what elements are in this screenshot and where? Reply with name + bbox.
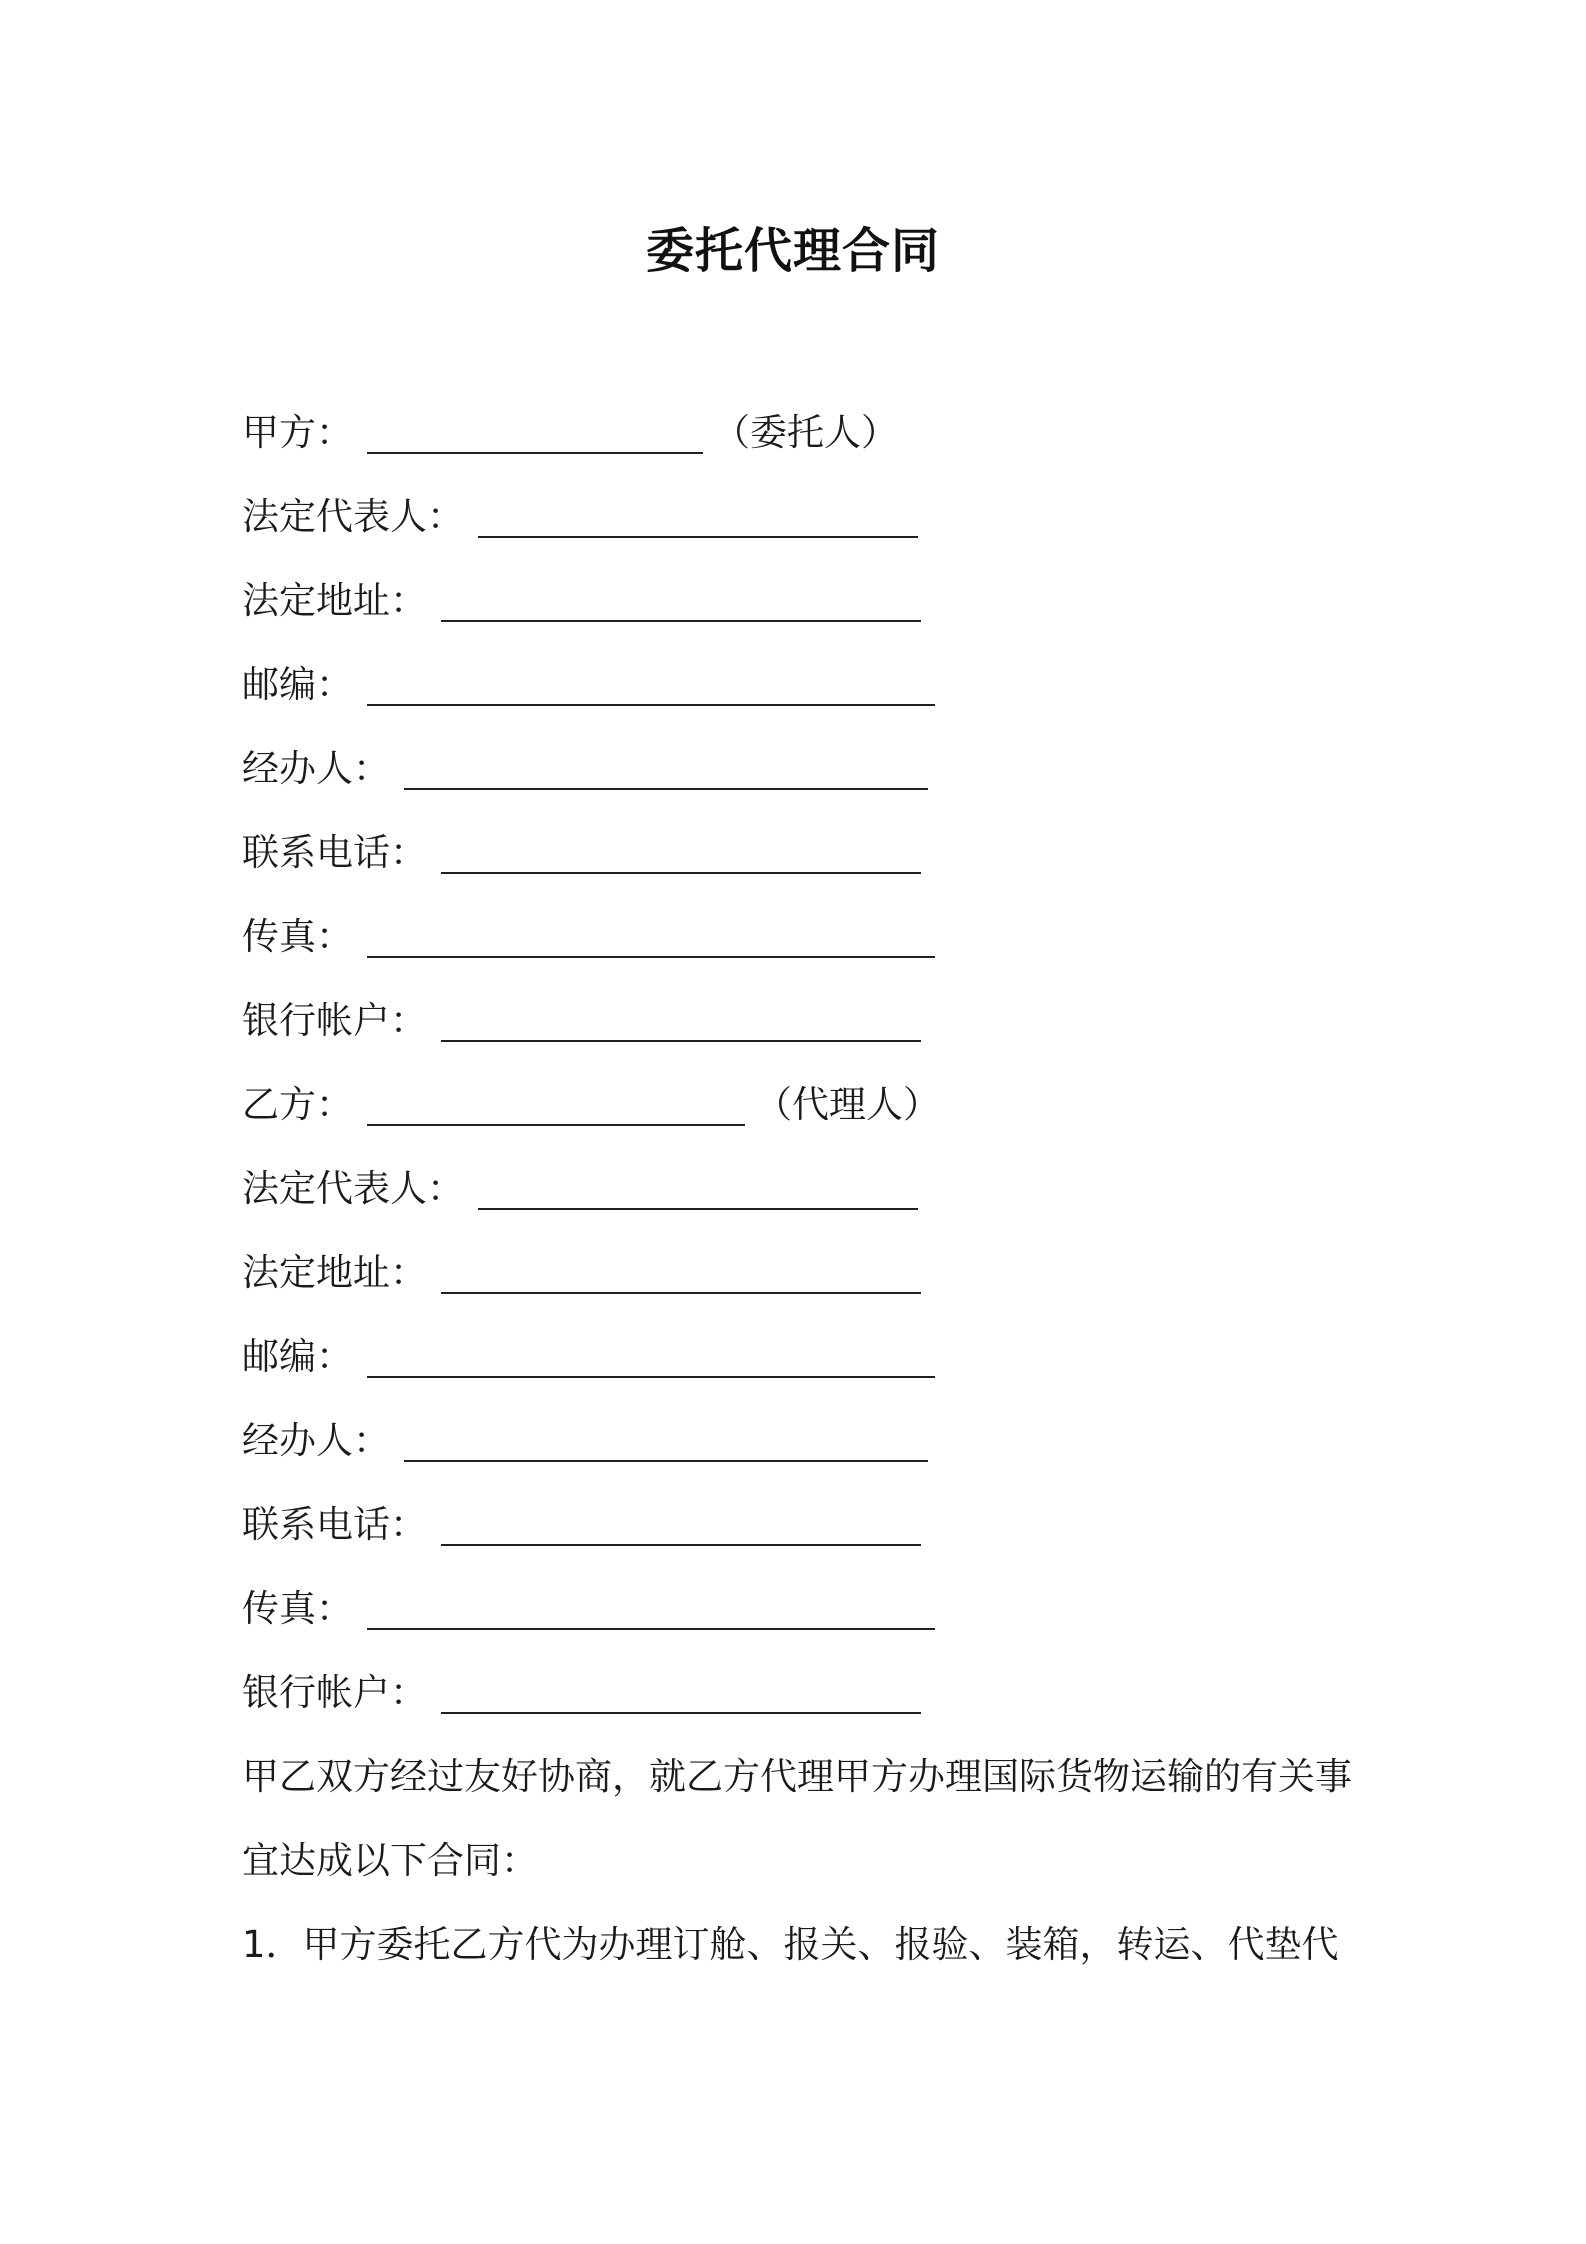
- party-a-field-phone: [242, 828, 921, 878]
- field-blank[interactable]: [404, 1416, 928, 1462]
- field-blank[interactable]: [367, 1332, 935, 1378]
- field-label: 邮编：: [242, 663, 353, 706]
- party-a-field-legal-address: [242, 576, 921, 626]
- party-b-field-postcode: [242, 1332, 935, 1382]
- field-blank[interactable]: [367, 912, 935, 958]
- party-b-field-bank-account: [242, 1668, 921, 1718]
- intro-paragraph-line-2: 宜达成以下合同：: [242, 1839, 538, 1882]
- field-blank[interactable]: [367, 660, 935, 706]
- party-b-field-fax: [242, 1584, 935, 1634]
- party-b-line: [242, 1080, 940, 1130]
- field-label: 法定代表人：: [242, 1167, 464, 1210]
- party-a-field-handler: [242, 744, 928, 794]
- field-blank[interactable]: [441, 996, 921, 1042]
- field-blank[interactable]: [441, 576, 921, 622]
- field-blank[interactable]: [367, 1584, 935, 1630]
- party-a-label: 甲方：: [242, 411, 353, 454]
- field-label: 联系电话：: [242, 1503, 427, 1546]
- party-b-field-legal-rep: [242, 1164, 918, 1214]
- party-b-blank[interactable]: [367, 1080, 745, 1126]
- field-label: 传真：: [242, 1587, 353, 1630]
- field-blank[interactable]: [478, 492, 918, 538]
- party-b-field-handler: [242, 1416, 928, 1466]
- field-label: 联系电话：: [242, 831, 427, 874]
- party-a-blank[interactable]: [367, 408, 703, 454]
- field-label: 法定地址：: [242, 1251, 427, 1294]
- field-blank[interactable]: [441, 1248, 921, 1294]
- field-label: 银行帐户：: [242, 1671, 427, 1714]
- intro-paragraph-line-1: 甲乙双方经过友好协商，就乙方代理甲方办理国际货物运输的有关事: [242, 1755, 1352, 1798]
- field-blank[interactable]: [441, 1668, 921, 1714]
- party-b-suffix: （代理人）: [755, 1083, 940, 1126]
- field-blank[interactable]: [478, 1164, 918, 1210]
- party-b-field-phone: [242, 1500, 921, 1550]
- party-a-line: [242, 408, 898, 458]
- party-b-label: 乙方：: [242, 1083, 353, 1126]
- field-blank[interactable]: [404, 744, 928, 790]
- field-label: 银行帐户：: [242, 999, 427, 1042]
- party-a-field-fax: [242, 912, 935, 962]
- field-label: 邮编：: [242, 1335, 353, 1378]
- party-b-field-legal-address: [242, 1248, 921, 1298]
- field-label: 法定代表人：: [242, 495, 464, 538]
- field-label: 法定地址：: [242, 579, 427, 622]
- party-a-field-legal-rep: [242, 492, 918, 542]
- party-a-suffix: （委托人）: [713, 411, 898, 454]
- field-blank[interactable]: [441, 1500, 921, 1546]
- clause-1-line: 1．甲方委托乙方代为办理订舱、报关、报验、装箱，转运、代垫代: [242, 1923, 1339, 1966]
- field-label: 经办人：: [242, 1419, 390, 1462]
- party-a-field-postcode: [242, 660, 935, 710]
- field-label: 传真：: [242, 915, 353, 958]
- field-label: 经办人：: [242, 747, 390, 790]
- field-blank[interactable]: [441, 828, 921, 874]
- party-a-field-bank-account: [242, 996, 921, 1046]
- document-title: 委托代理合同: [645, 223, 940, 279]
